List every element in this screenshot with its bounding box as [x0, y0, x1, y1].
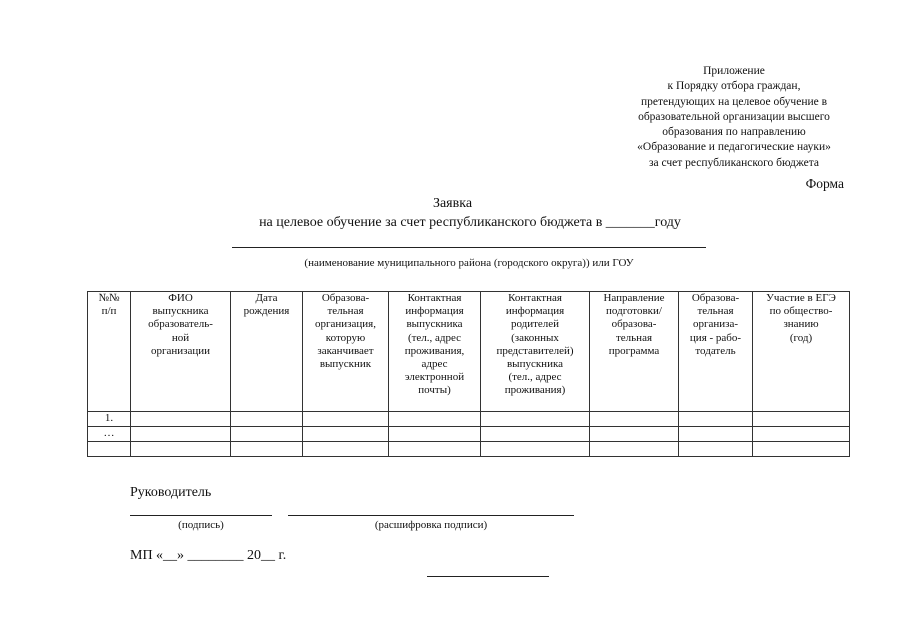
table-cell[interactable]: … — [88, 427, 131, 442]
table-cell[interactable] — [679, 442, 753, 457]
table-cell[interactable] — [131, 427, 231, 442]
table-cell[interactable] — [231, 412, 303, 427]
table-cell[interactable] — [303, 427, 389, 442]
table-cell[interactable] — [753, 412, 850, 427]
table-cell[interactable] — [590, 412, 679, 427]
table-cell[interactable] — [481, 427, 590, 442]
table-cell[interactable] — [753, 427, 850, 442]
table-cell[interactable] — [481, 412, 590, 427]
table-cell[interactable] — [590, 427, 679, 442]
document-title: Заявка — [432, 196, 473, 211]
table-cell[interactable] — [389, 427, 481, 442]
table-cell[interactable]: 1. — [88, 412, 131, 427]
table-row — [88, 412, 850, 427]
appendix-line: «Образование и педагогические науки» — [637, 141, 831, 154]
table-cell[interactable] — [590, 442, 679, 457]
appendix-line: образования по направлению — [662, 126, 806, 139]
header-number: №№ п/п — [88, 292, 131, 412]
header-program: Направление подготовки/ образова- тельная программа — [590, 292, 679, 412]
header-school: Образова- тельная организация, которую заканчивает выпускник — [303, 292, 389, 412]
header-exam-year: Участие в ЕГЭ по общество- знанию (год) — [753, 292, 850, 412]
signature-hint: (подпись) — [178, 519, 224, 531]
table-cell[interactable] — [131, 442, 231, 457]
district-hint: (наименование муниципального района (городского округа)) или ГОУ — [304, 257, 634, 269]
header-employer: Образова- тельная организа- ция - рабо- тодатель — [679, 292, 753, 412]
table-cell[interactable] — [481, 442, 590, 457]
applicants-table — [87, 291, 850, 457]
appendix-line: образовательной организации высшего — [638, 110, 830, 123]
table-cell[interactable] — [389, 442, 481, 457]
table-cell[interactable] — [131, 412, 231, 427]
bottom-blank-line — [427, 576, 549, 577]
stamp-date-line: МП «__» ________ 20__ г. — [130, 548, 287, 563]
head-label: Руководитель — [130, 485, 212, 500]
table-cell[interactable] — [753, 442, 850, 457]
header-full-name: ФИО выпускника образователь- ной организации — [131, 292, 231, 412]
table-cell[interactable] — [88, 442, 131, 457]
signature-line — [130, 515, 272, 516]
header-parent-contacts: Контактная информация родителей (законных представителей) выпускника (тел., адрес проживания) — [481, 292, 590, 412]
appendix-line: за счет республиканского бюджета — [648, 156, 820, 169]
signature-decode-line — [288, 515, 574, 516]
table-cell[interactable] — [389, 412, 481, 427]
header-birth-date: Дата рождения — [231, 292, 303, 412]
document-subtitle: на целевое обучение за счет республиканского бюджета в _______году — [259, 215, 681, 230]
table-cell[interactable] — [231, 442, 303, 457]
appendix-line: Приложение — [703, 65, 765, 77]
appendix-line: к Порядку отбора граждан, — [667, 80, 801, 93]
header-graduate-contacts: Контактная информация выпускника (тел., адрес проживания, адрес электронной почты) — [389, 292, 481, 412]
form-label: Форма — [805, 176, 844, 191]
table-row — [88, 442, 850, 457]
table-cell[interactable] — [303, 442, 389, 457]
district-fill-line — [232, 247, 706, 248]
table-row — [88, 427, 850, 442]
appendix-block — [600, 64, 868, 171]
table-cell[interactable] — [303, 412, 389, 427]
table-cell[interactable] — [679, 412, 753, 427]
appendix-line: претендующих на целевое обучение в — [640, 95, 828, 108]
table-header-row — [88, 292, 850, 412]
table-cell[interactable] — [679, 427, 753, 442]
signature-decode-hint: (расшифровка подписи) — [374, 519, 488, 531]
table-cell[interactable] — [231, 427, 303, 442]
